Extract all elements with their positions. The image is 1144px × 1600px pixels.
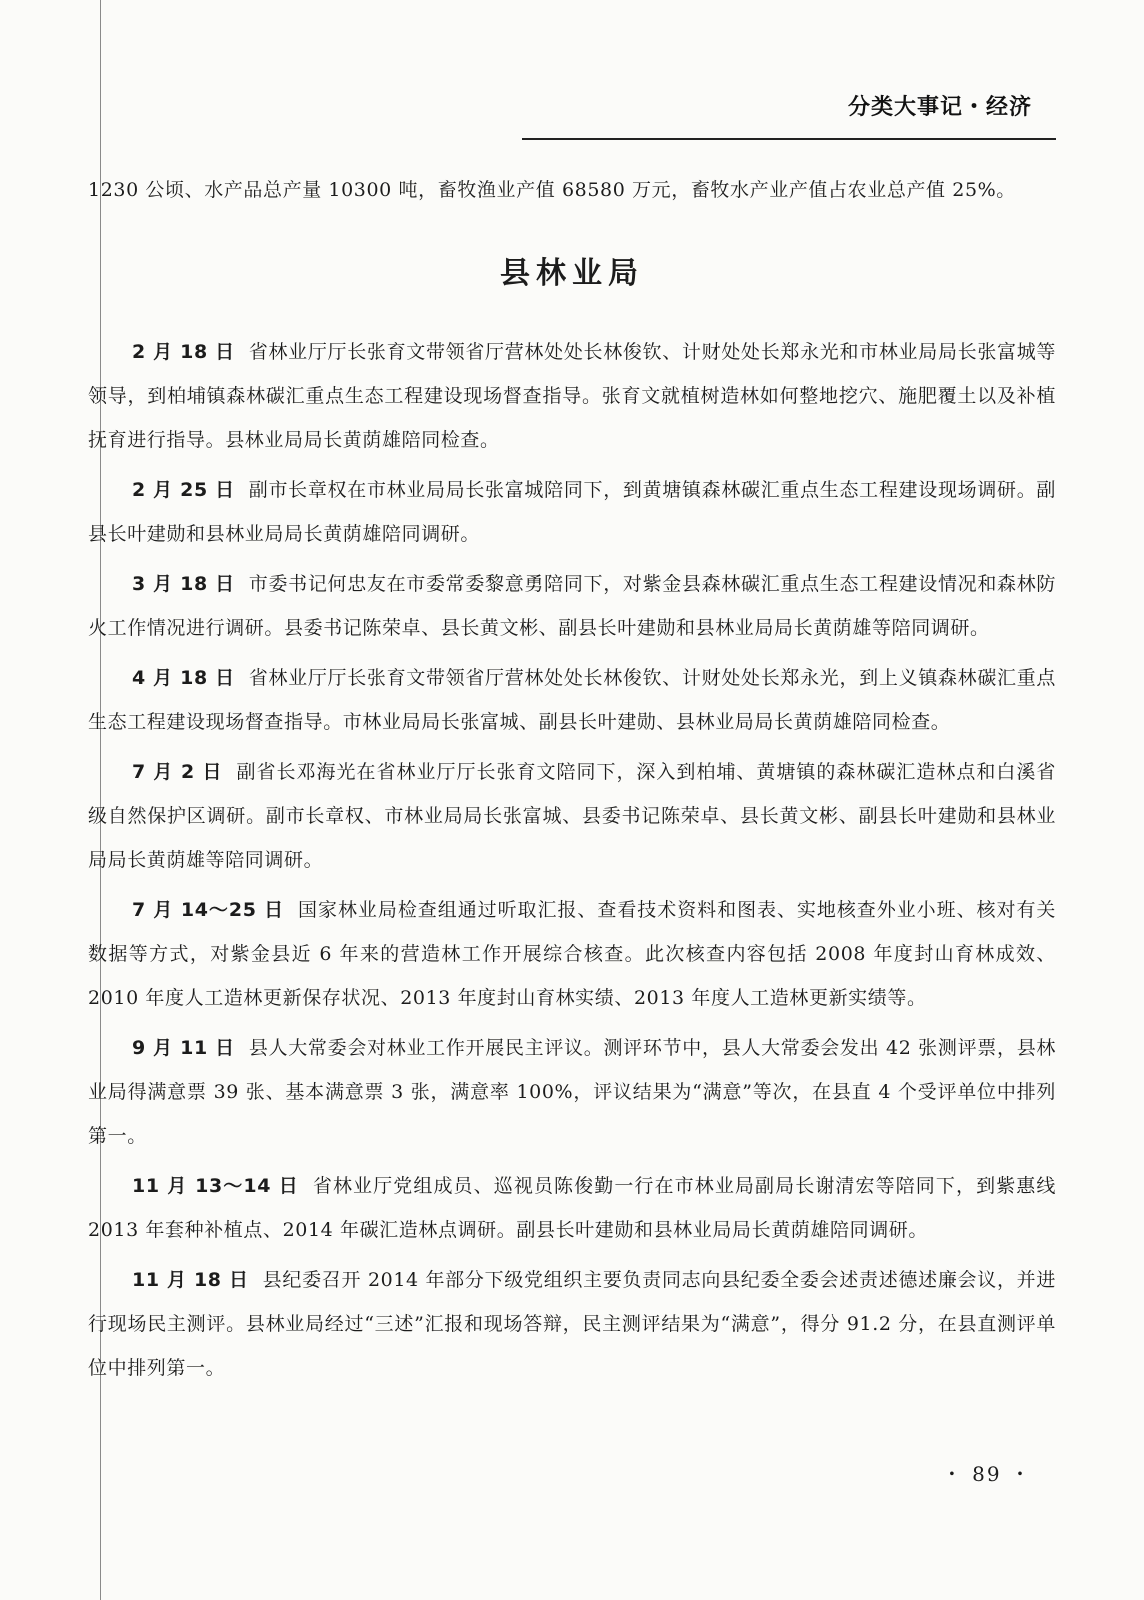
entry-6 [88, 1026, 1056, 1158]
entry-3 [88, 656, 1056, 744]
entry-date: 11 月 18 日 [132, 1269, 249, 1291]
entry-text: 县人大常委会对林业工作开展民主评议。测评环节中，县人大常委会发出 42 张测评票，县林业局得满意票 39 张、基本满意票 3 张，满意率 100%，评议结果为“满意”等次，在县直 4 个受评单位中排列第一。 [88, 1037, 1056, 1147]
entry-text: 省林业厅厅长张育文带领省厅营林处处长林俊钦、计财处处长郑永光，到上义镇森林碳汇重点生态工程建设现场督查指导。市林业局局长张富城、副县长叶建勋、县林业局局长黄荫雄陪同检查。 [88, 667, 1056, 733]
entry-date: 4 月 18 日 [132, 667, 235, 689]
entry-date: 2 月 25 日 [132, 479, 235, 501]
entry-4 [88, 750, 1056, 882]
entry-text: 市委书记何忠友在市委常委黎意勇陪同下，对紫金县森林碳汇重点生态工程建设情况和森林防火工作情况进行调研。县委书记陈荣卓、县长黄文彬、副县长叶建勋和县林业局局长黄荫雄等陪同调研。 [88, 573, 1056, 639]
entry-list [88, 330, 1056, 1390]
entry-text: 县纪委召开 2014 年部分下级党组织主要负责同志向县纪委全委会述责述德述廉会议，并进行现场民主测评。县林业局经过“三述”汇报和现场答辩，民主测评结果为“满意”，得分 91.2 分，在县直测评单位中排列第一。 [88, 1269, 1056, 1379]
entry-text: 国家林业局检查组通过听取汇报、查看技术资料和图表、实地核查外业小班、核对有关数据等方式，对紫金县近 6 年来的营造林工作开展综合核查。此次核查内容包括 2008 年度封山育林成效、2010 年度人工造林更新保存状况、2013 年度封山育林实绩、2013 年度人工造林更新实绩等。 [88, 899, 1057, 1009]
entry-1 [88, 468, 1056, 556]
entry-date: 2 月 18 日 [132, 341, 235, 363]
section-title: 县林业局 [500, 256, 644, 291]
header-rule [522, 138, 1056, 140]
entry-date: 9 月 11 日 [132, 1037, 235, 1059]
page-number: ・ 89 ・ [941, 1462, 1032, 1486]
entry-2 [88, 562, 1056, 650]
entry-5 [88, 888, 1056, 1020]
running-header: 分类大事记・经济 [847, 95, 1032, 120]
entry-0 [88, 330, 1056, 462]
continuation-paragraph: 1230 公顷、水产品总产量 10300 吨，畜牧渔业产值 68580 万元，畜牧水产业产值占农业总产值 25%。 [88, 179, 1016, 201]
entry-date: 11 月 13～14 日 [132, 1175, 299, 1197]
entry-date: 3 月 18 日 [132, 573, 235, 595]
entry-7 [88, 1164, 1056, 1252]
entry-text: 省林业厅党组成员、巡视员陈俊勤一行在市林业局副局长谢清宏等陪同下，到紫惠线 2013 年套种补植点、2014 年碳汇造林点调研。副县长叶建勋和县林业局局长黄荫雄陪同调研。 [88, 1175, 1056, 1241]
entry-date: 7 月 14～25 日 [132, 899, 285, 921]
entry-text: 副省长邓海光在省林业厅厅长张育文陪同下，深入到柏埔、黄塘镇的森林碳汇造林点和白溪省级自然保护区调研。副市长章权、市林业局局长张富城、县委书记陈荣卓、县长黄文彬、副县长叶建勋和县林业局局长黄荫雄等陪同调研。 [88, 761, 1056, 871]
entry-text: 省林业厅厅长张育文带领省厅营林处处长林俊钦、计财处处长郑永光和市林业局局长张富城等领导，到柏埔镇森林碳汇重点生态工程建设现场督查指导。张育文就植树造林如何整地挖穴、施肥覆土以及补植抚育进行指导。县林业局局长黄荫雄陪同检查。 [88, 341, 1056, 451]
entry-8 [88, 1258, 1056, 1390]
entry-date: 7 月 2 日 [132, 761, 223, 783]
entry-text: 副市长章权在市林业局局长张富城陪同下，到黄塘镇森林碳汇重点生态工程建设现场调研。副县长叶建勋和县林业局局长黄荫雄陪同调研。 [88, 479, 1056, 545]
page-content [88, 168, 1056, 1396]
